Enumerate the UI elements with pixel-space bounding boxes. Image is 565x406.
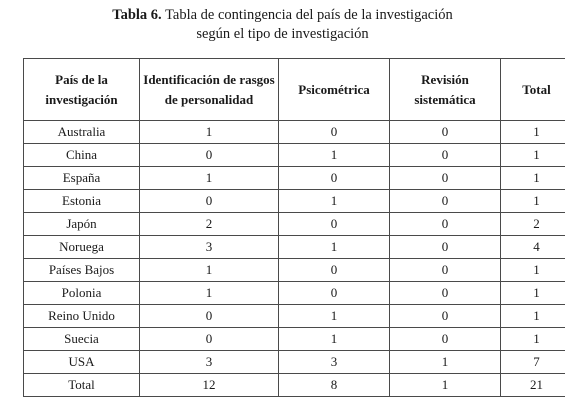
row-systematic-review: 0 bbox=[390, 167, 501, 190]
row-psychometric: 3 bbox=[279, 351, 390, 374]
row-systematic-review: 0 bbox=[390, 259, 501, 282]
row-total: 1 bbox=[501, 259, 565, 282]
row-systematic-review: 1 bbox=[390, 351, 501, 374]
row-psychometric: 1 bbox=[279, 190, 390, 213]
row-systematic-review: 0 bbox=[390, 190, 501, 213]
row-psychometric: 0 bbox=[279, 282, 390, 305]
row-country: Japón bbox=[24, 213, 140, 236]
row-systematic-review: 0 bbox=[390, 328, 501, 351]
table-row bbox=[24, 144, 565, 167]
table-row bbox=[24, 236, 565, 259]
row-systematic-review: 0 bbox=[390, 282, 501, 305]
header-personality-traits: Identificación de rasgos de personalidad bbox=[140, 59, 279, 121]
row-country: Polonia bbox=[24, 282, 140, 305]
row-personality-traits: 3 bbox=[140, 236, 279, 259]
table-row bbox=[24, 190, 565, 213]
total-systematic-review: 1 bbox=[390, 374, 501, 397]
caption-line-1 bbox=[0, 6, 565, 25]
row-systematic-review: 0 bbox=[390, 305, 501, 328]
header-country: País de la investigación bbox=[24, 59, 140, 121]
row-psychometric: 0 bbox=[279, 259, 390, 282]
row-psychometric: 0 bbox=[279, 121, 390, 144]
row-country: España bbox=[24, 167, 140, 190]
row-psychometric: 1 bbox=[279, 305, 390, 328]
caption-label: Tabla 6. bbox=[112, 7, 162, 23]
row-total: 1 bbox=[501, 144, 565, 167]
row-total: 1 bbox=[501, 167, 565, 190]
row-country: Reino Unido bbox=[24, 305, 140, 328]
row-total: 4 bbox=[501, 236, 565, 259]
header-total: Total bbox=[501, 59, 565, 121]
table-row bbox=[24, 282, 565, 305]
row-systematic-review: 0 bbox=[390, 121, 501, 144]
total-psychometric: 8 bbox=[279, 374, 390, 397]
caption-line-2: según el tipo de investigación bbox=[196, 26, 369, 42]
row-total: 1 bbox=[501, 190, 565, 213]
table-total-row bbox=[24, 374, 565, 397]
header-systematic-review: Revisión sistemática bbox=[390, 59, 501, 121]
row-total: 2 bbox=[501, 213, 565, 236]
table-row bbox=[24, 305, 565, 328]
table-row bbox=[24, 167, 565, 190]
table-row bbox=[24, 121, 565, 144]
table-row bbox=[24, 259, 565, 282]
row-country: Australia bbox=[24, 121, 140, 144]
row-country: China bbox=[24, 144, 140, 167]
row-psychometric: 1 bbox=[279, 144, 390, 167]
row-psychometric: 0 bbox=[279, 167, 390, 190]
table-row bbox=[24, 213, 565, 236]
total-personality-traits: 12 bbox=[140, 374, 279, 397]
row-psychometric: 1 bbox=[279, 328, 390, 351]
row-personality-traits: 0 bbox=[140, 305, 279, 328]
row-systematic-review: 0 bbox=[390, 144, 501, 167]
row-country: USA bbox=[24, 351, 140, 374]
row-psychometric: 0 bbox=[279, 213, 390, 236]
row-personality-traits: 3 bbox=[140, 351, 279, 374]
row-systematic-review: 0 bbox=[390, 236, 501, 259]
row-country: Suecia bbox=[24, 328, 140, 351]
contingency-table bbox=[23, 58, 565, 397]
row-total: 1 bbox=[501, 305, 565, 328]
row-total: 1 bbox=[501, 328, 565, 351]
row-country: Noruega bbox=[24, 236, 140, 259]
total-grand: 21 bbox=[501, 374, 565, 397]
row-psychometric: 1 bbox=[279, 236, 390, 259]
row-systematic-review: 0 bbox=[390, 213, 501, 236]
table-row bbox=[24, 328, 565, 351]
row-country: Estonia bbox=[24, 190, 140, 213]
row-total: 7 bbox=[501, 351, 565, 374]
row-personality-traits: 1 bbox=[140, 259, 279, 282]
row-total: 1 bbox=[501, 282, 565, 305]
row-country: Países Bajos bbox=[24, 259, 140, 282]
caption-title: Tabla de contingencia del país de la investigación bbox=[165, 7, 453, 23]
row-personality-traits: 0 bbox=[140, 328, 279, 351]
row-personality-traits: 1 bbox=[140, 282, 279, 305]
header-psychometric: Psicométrica bbox=[279, 59, 390, 121]
table-row bbox=[24, 351, 565, 374]
table-header-row bbox=[24, 59, 565, 121]
total-label: Total bbox=[24, 374, 140, 397]
row-personality-traits: 0 bbox=[140, 144, 279, 167]
row-personality-traits: 1 bbox=[140, 167, 279, 190]
row-personality-traits: 0 bbox=[140, 190, 279, 213]
row-personality-traits: 2 bbox=[140, 213, 279, 236]
row-personality-traits: 1 bbox=[140, 121, 279, 144]
row-total: 1 bbox=[501, 121, 565, 144]
table-caption bbox=[0, 6, 565, 44]
